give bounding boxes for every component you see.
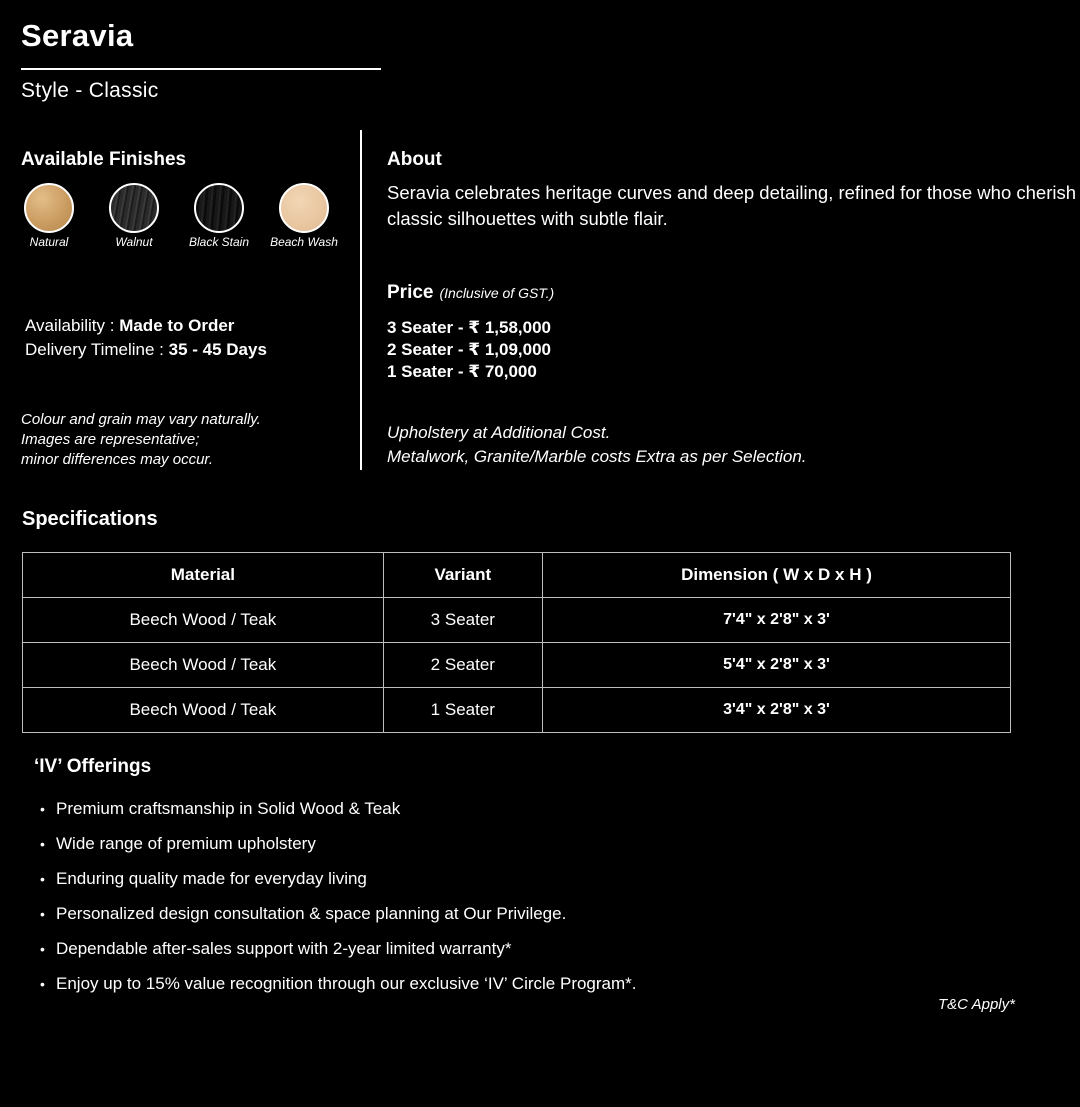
specifications-table (22, 552, 1011, 733)
about-text: Seravia celebrates heritage curves and deep detailing, refined for those who cherish classic silhouettes with subtle flair. (387, 182, 1077, 229)
list-item (40, 902, 637, 937)
delivery-value: 35 - 45 Days (168, 340, 267, 359)
price-title: Price (387, 282, 434, 303)
bullet-icon: • (40, 906, 45, 922)
about-heading: About (387, 149, 442, 170)
bullet-icon: • (40, 976, 45, 992)
column-header-dimension: Dimension ( W x D x H ) (542, 553, 1010, 598)
bullet-icon: • (40, 836, 45, 852)
offering-text: Wide range of premium upholstery (56, 834, 316, 853)
availability-line (25, 314, 267, 338)
list-item (40, 832, 637, 867)
variant-cell: 2 Seater (383, 643, 542, 688)
finish-label-beach-wash: Beach Wash (270, 235, 338, 249)
delivery-line (25, 338, 267, 362)
finish-swatch-walnut[interactable] (109, 183, 159, 233)
dimension-cell: 7'4" x 2'8" x 3' (542, 598, 1010, 643)
price-item: 2 Seater - ₹ 1,09,000 (387, 340, 551, 359)
product-title: Seravia (21, 18, 134, 53)
availability-value: Made to Order (119, 316, 235, 335)
dimension-cell: 5'4" x 2'8" x 3' (542, 643, 1010, 688)
table-row (23, 643, 1011, 688)
offerings-heading: ‘IV’ Offerings (34, 756, 152, 777)
extra-note-line: Upholstery at Additional Cost. (387, 423, 611, 442)
material-cell: Beech Wood / Teak (23, 688, 384, 733)
dimension-cell: 3'4" x 2'8" x 3' (542, 688, 1010, 733)
specifications-heading: Specifications (22, 508, 158, 530)
offering-text: Enduring quality made for everyday living (56, 869, 367, 888)
vertical-divider (360, 130, 362, 470)
availability-block (25, 314, 267, 362)
finish-label-walnut: Walnut (115, 235, 153, 249)
material-cell: Beech Wood / Teak (23, 643, 384, 688)
price-gst-note: (Inclusive of GST.) (439, 285, 555, 301)
bullet-icon: • (40, 941, 45, 957)
list-item (40, 972, 637, 1007)
table-row (23, 688, 1011, 733)
offerings-list (40, 797, 637, 1007)
column-header-material: Material (23, 553, 384, 598)
variant-cell: 3 Seater (383, 598, 542, 643)
offering-text: Premium craftsmanship in Solid Wood & Teak (56, 799, 401, 818)
price-list (387, 317, 551, 383)
extra-cost-notes (387, 421, 807, 469)
finish-swatch-natural[interactable] (24, 183, 74, 233)
offering-text: Enjoy up to 15% value recognition through our exclusive ‘IV’ Circle Program*. (56, 974, 637, 993)
finish-swatch-beach-wash[interactable] (279, 183, 329, 233)
list-item (40, 797, 637, 832)
table-row (23, 598, 1011, 643)
extra-note-line: Metalwork, Granite/Marble costs Extra as per Selection. (387, 447, 807, 466)
disclaimer-line: minor differences may occur. (21, 451, 214, 468)
material-cell: Beech Wood / Teak (23, 598, 384, 643)
offering-text: Dependable after-sales support with 2-year limited warranty* (56, 939, 512, 958)
finishes-heading: Available Finishes (21, 149, 187, 170)
table-header-row (23, 553, 1011, 598)
variant-cell: 1 Seater (383, 688, 542, 733)
title-underline (21, 68, 381, 70)
finish-label-natural: Natural (29, 235, 69, 249)
disclaimer-line: Colour and grain may vary naturally. (21, 411, 261, 428)
offering-text: Personalized design consultation & space planning at Our Privilege. (56, 904, 567, 923)
bullet-icon: • (40, 871, 45, 887)
column-header-variant: Variant (383, 553, 542, 598)
availability-label: Availability : (25, 316, 120, 335)
price-item: 1 Seater - ₹ 70,000 (387, 362, 537, 381)
list-item (40, 867, 637, 902)
disclaimer (21, 410, 261, 470)
disclaimer-line: Images are representative; (21, 431, 200, 448)
list-item (40, 937, 637, 972)
terms-note: T&C Apply* (938, 996, 1015, 1013)
product-style: Style - Classic (21, 79, 159, 102)
delivery-label: Delivery Timeline : (25, 340, 169, 359)
finish-swatch-black-stain[interactable] (194, 183, 244, 233)
price-heading (387, 282, 554, 304)
price-item: 3 Seater - ₹ 1,58,000 (387, 318, 551, 337)
finish-label-black-stain: Black Stain (188, 235, 250, 249)
bullet-icon: • (40, 801, 45, 817)
